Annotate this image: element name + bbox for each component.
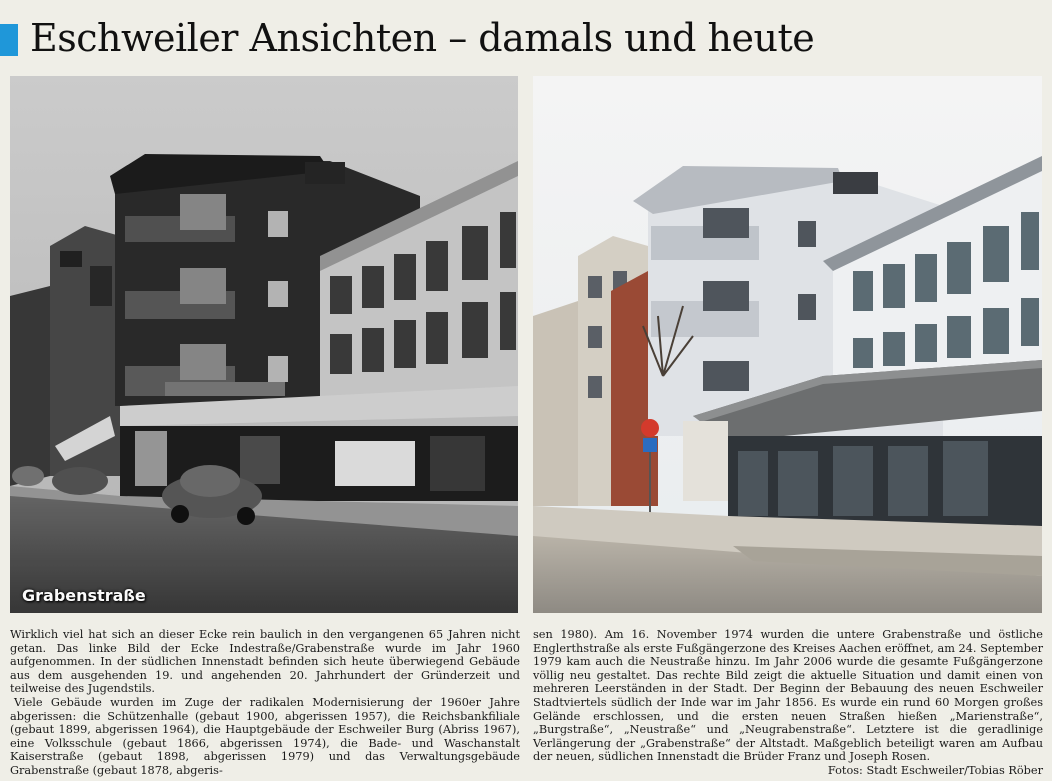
article-paragraph-text: sen 1980). Am 16. November 1974 wurden die untere Grabenstraße und östliche Englerthstraße als erste Fußgängerzone des Kreises Aachen eröffnet, am 24. September 1979 kam auch die Neustraße hinzu. Im Jahr 2006 wurde die gesamte Fußgängerzone völlig neu gestaltet. Das rechte Bild zeigt die aktuelle Situation und damit einen von mehreren Leerständen in der Stadt. Der Beginn der Bebauung des neuen Eschweiler Stadtviertels südlich der Inde war im Jahr 1856. Es wurde ein rund 60 Morgen großes Gelände erschlossen, und die ersten neuen Straßen hießen „Marienstraße“, „Burgstraße“, „Neustraße“ und „Neugrabenstraße“. Letztere ist die geradlinige Verlängerung der „Grabenstraße“ der Altstadt. Maßgeblich beteiligt waren am Aufbau der neuen, südlichen Innenstadt die Brüder Franz und Joseph Rosen. bbox=[533, 628, 1043, 764]
article-column-right bbox=[533, 628, 1043, 778]
contemporary-photo bbox=[533, 76, 1042, 613]
photo-credit: Fotos: Stadt Eschweiler/Tobias Röber bbox=[827, 763, 1043, 777]
page-title: Eschweiler Ansichten – damals und heute bbox=[30, 16, 815, 60]
historic-photo bbox=[10, 76, 518, 613]
article-paragraph: Wirklich viel hat sich an dieser Ecke rein baulich in den vergangenen 65 Jahren nicht getan. Das linke Bild der Ecke Indestraße/Grabenstraße wurde im Jahr 1960 aufgenommen. In der südlichen Innenstadt befinden sich heute überwiegend Gebäude aus dem ausgehenden 19. und angehenden 20. Jahrhundert der Gründerzeit und teilweise des Jugendstils. bbox=[10, 628, 520, 696]
article-paragraph: Viele Gebäude wurden im Zuge der radikalen Modernisierung der 1960er Jahre abgerissen: die Schützenhalle (gebaut 1900, abgerissen 1957), die Reichsbankfiliale (gebaut 1899, abgerissen 1964), die Hauptgebäude der Eschweiler Burg (Abriss 1967), eine Volksschule (gebaut 1866, abgerissen 1974), die Bade- und Waschanstalt Kaiserstraße (gebaut 1898, abgerissen 1979) und das Verwaltungsgebäude Grabenstraße (gebaut 1878, abgeris- bbox=[10, 695, 520, 777]
article-column-left bbox=[10, 628, 520, 778]
article-paragraph bbox=[533, 628, 1043, 777]
contemporary-photo-image bbox=[533, 76, 1042, 613]
street-name-caption: Grabenstraße bbox=[22, 586, 146, 605]
title-accent-bar bbox=[0, 24, 18, 56]
historic-photo-image bbox=[10, 76, 518, 613]
